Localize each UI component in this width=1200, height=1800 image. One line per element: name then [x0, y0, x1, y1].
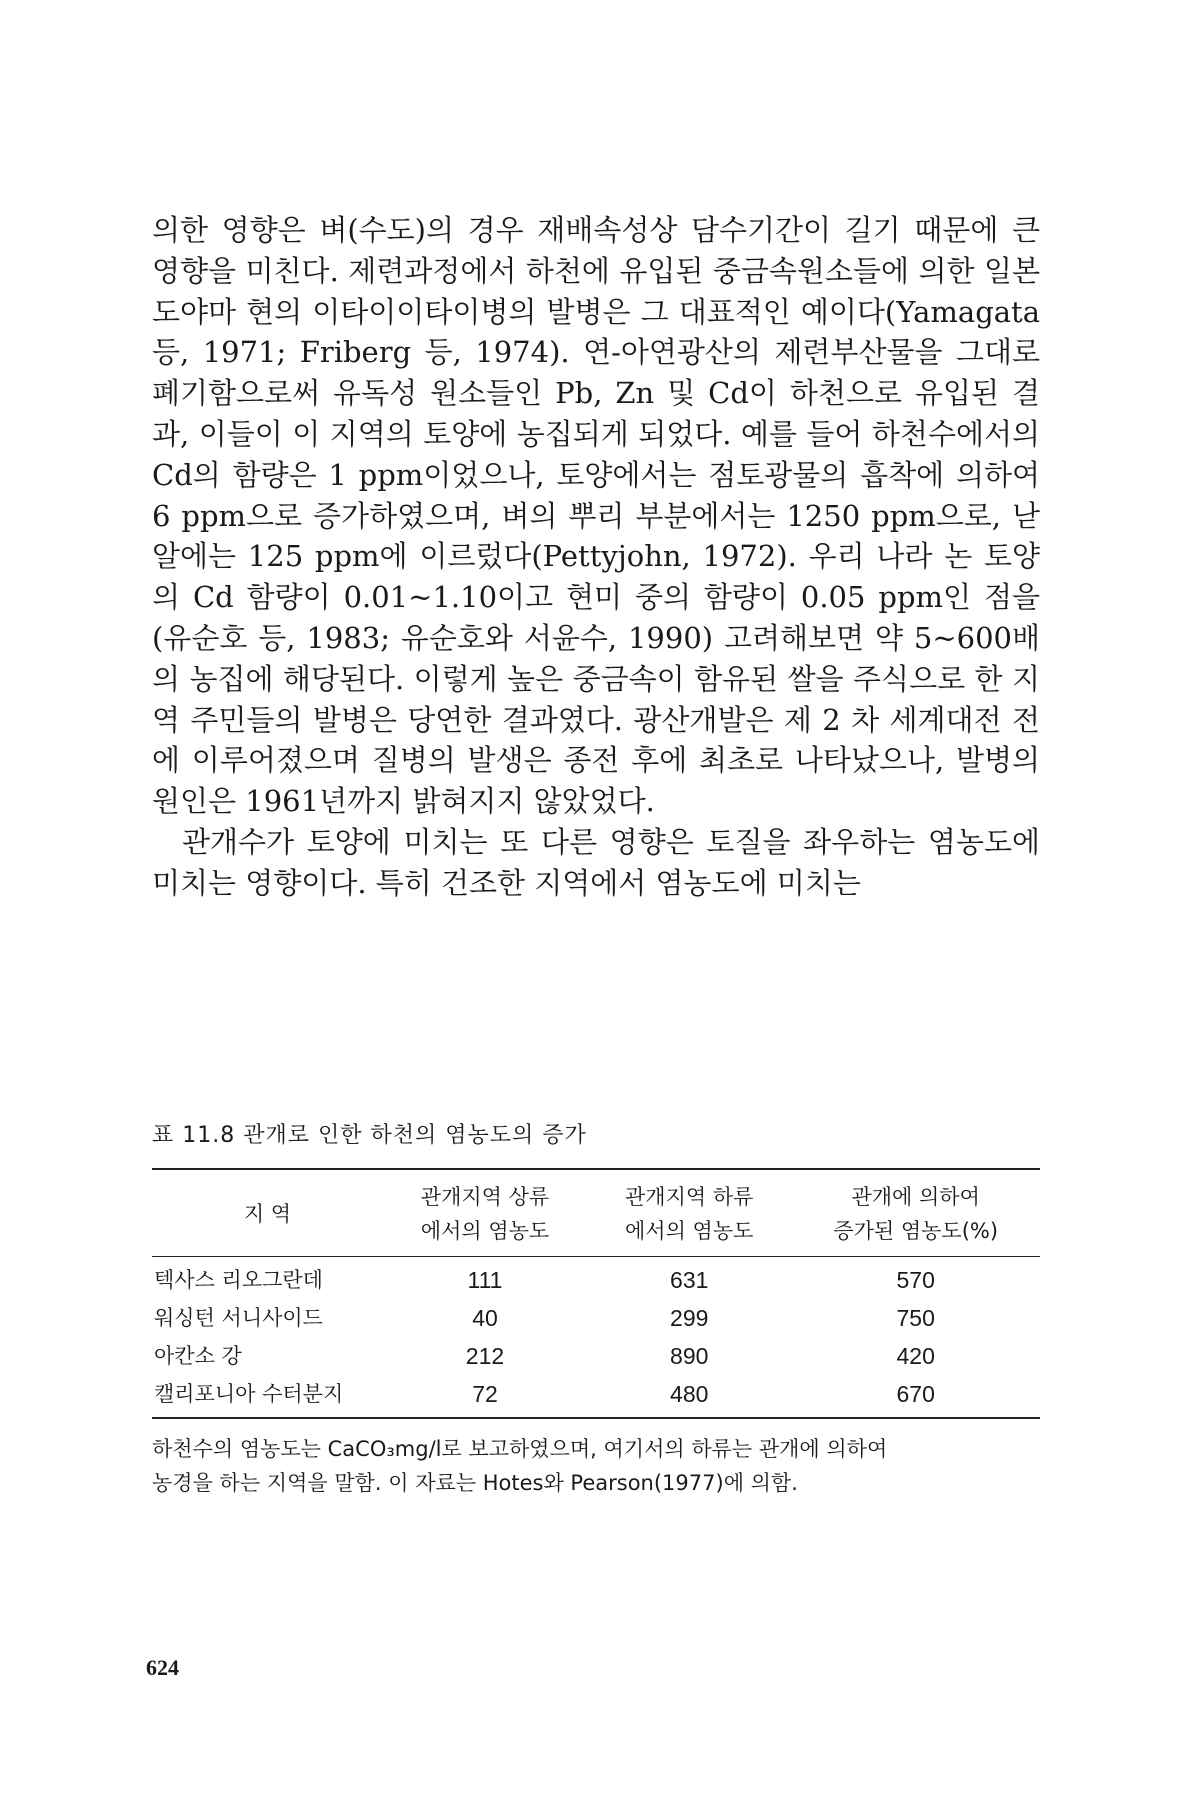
header-downstream: [587, 1169, 791, 1257]
row-upstream: 40: [472, 1305, 498, 1331]
header-increase: [791, 1169, 1040, 1257]
table-row: [152, 1375, 1040, 1418]
row-downstream: 480: [587, 1375, 791, 1418]
table-footnote: [152, 1432, 1040, 1500]
table-footnote-line1: 하천수의 염농도는 CaCO₃mg/l로 보고하였으며, 여기서의 하류는 관개에 의하여: [152, 1437, 888, 1461]
row-downstream: 890: [670, 1343, 709, 1369]
table-row: [152, 1257, 1040, 1300]
header-upstream-line1: 관개지역 상류: [420, 1185, 550, 1209]
row-upstream: 111: [467, 1267, 503, 1293]
row-region: 캘리포니아 수터분지: [152, 1375, 383, 1418]
row-downstream: 631: [670, 1267, 709, 1293]
table-header-row: [152, 1169, 1040, 1257]
row-downstream: 299: [670, 1305, 709, 1331]
header-upstream: [383, 1169, 587, 1257]
salinity-table: [152, 1168, 1040, 1419]
page-number: 624: [146, 1655, 179, 1680]
row-increase: 570: [896, 1267, 935, 1293]
row-region: 텍사스 리오그란데: [154, 1268, 323, 1292]
row-region: 워싱턴 서니사이드: [154, 1306, 323, 1330]
header-region: 지 역: [152, 1169, 383, 1257]
row-region: 아칸소 강: [154, 1344, 242, 1368]
header-increase-line1: 관개에 의하여: [851, 1185, 980, 1209]
table-row: [152, 1337, 1040, 1375]
header-increase-line2: 증가된 염농도(%): [833, 1219, 999, 1243]
header-upstream-line2: 에서의 염농도: [420, 1219, 550, 1243]
row-increase: 670: [791, 1375, 1040, 1418]
row-upstream: 72: [383, 1375, 587, 1418]
body-text: [152, 210, 1040, 904]
header-downstream-line1: 관개지역 하류: [625, 1185, 754, 1209]
row-upstream: 212: [465, 1343, 505, 1369]
table-caption: 표 11.8 관개로 인한 하천의 염농도의 증가: [152, 1123, 587, 1148]
row-increase: 420: [896, 1343, 935, 1369]
table-footnote-line2: 농경을 하는 지역을 말함. 이 자료는 Hotes와 Pearson(1977)에 의함.: [152, 1471, 798, 1495]
row-increase: 750: [896, 1305, 935, 1331]
header-downstream-line2: 에서의 염농도: [625, 1219, 754, 1243]
paragraph-1: 의한 영향은 벼(수도)의 경우 재배속성상 담수기간이 길기 때문에 큰 영향을 미친다. 제련과정에서 하천에 유입된 중금속원소들에 의한 일본 도야마 현의 이타이이타이병의 발병은 그 대표적인 예이다(Yamagata 등, 1971; Friberg 등, 1974). 연-아연광산의 제련부산물을 그대로 폐기함으로써 유독성 원소들인 Pb, Zn 및 Cd이 하천으로 유입된 결과, 이들이 이 지역의 토양에 농집되게 되었다. 예를 들어 하천수에서의 Cd의 함량은 1 ppm이었으나, 토양에서는 점토광물의 흡착에 의하여 6 ppm으로 증가하였으며, 벼의 뿌리 부분에서는 1250 ppm으로, 낟알에는 125 ppm에 이르렀다(Pettyjohn, 1972). 우리 나라 논 토양의 Cd 함량이 0.01~1.10이고 현미 중의 함량이 0.05 ppm인 점을(유순호 등, 1983; 유순호와 서윤수, 1990) 고려해보면 약 5~600배의 농집에 해당된다. 이렇게 높은 중금속이 함유된 쌀을 주식으로 한 지역 주민들의 발병은 당연한 결과였다. 광산개발은 제 2 차 세계대전 전에 이루어졌으며 질병의 발생은 종전 후에 최초로 나타났으나, 발병의 원인은 1961년까지 밝혀지지 않았었다.: [152, 213, 1040, 819]
paragraph-2: 관개수가 토양에 미치는 또 다른 영향은 토질을 좌우하는 염농도에 미치는 영향이다. 특히 건조한 지역에서 염농도에 미치는: [152, 824, 1040, 900]
table-row: [152, 1299, 1040, 1337]
